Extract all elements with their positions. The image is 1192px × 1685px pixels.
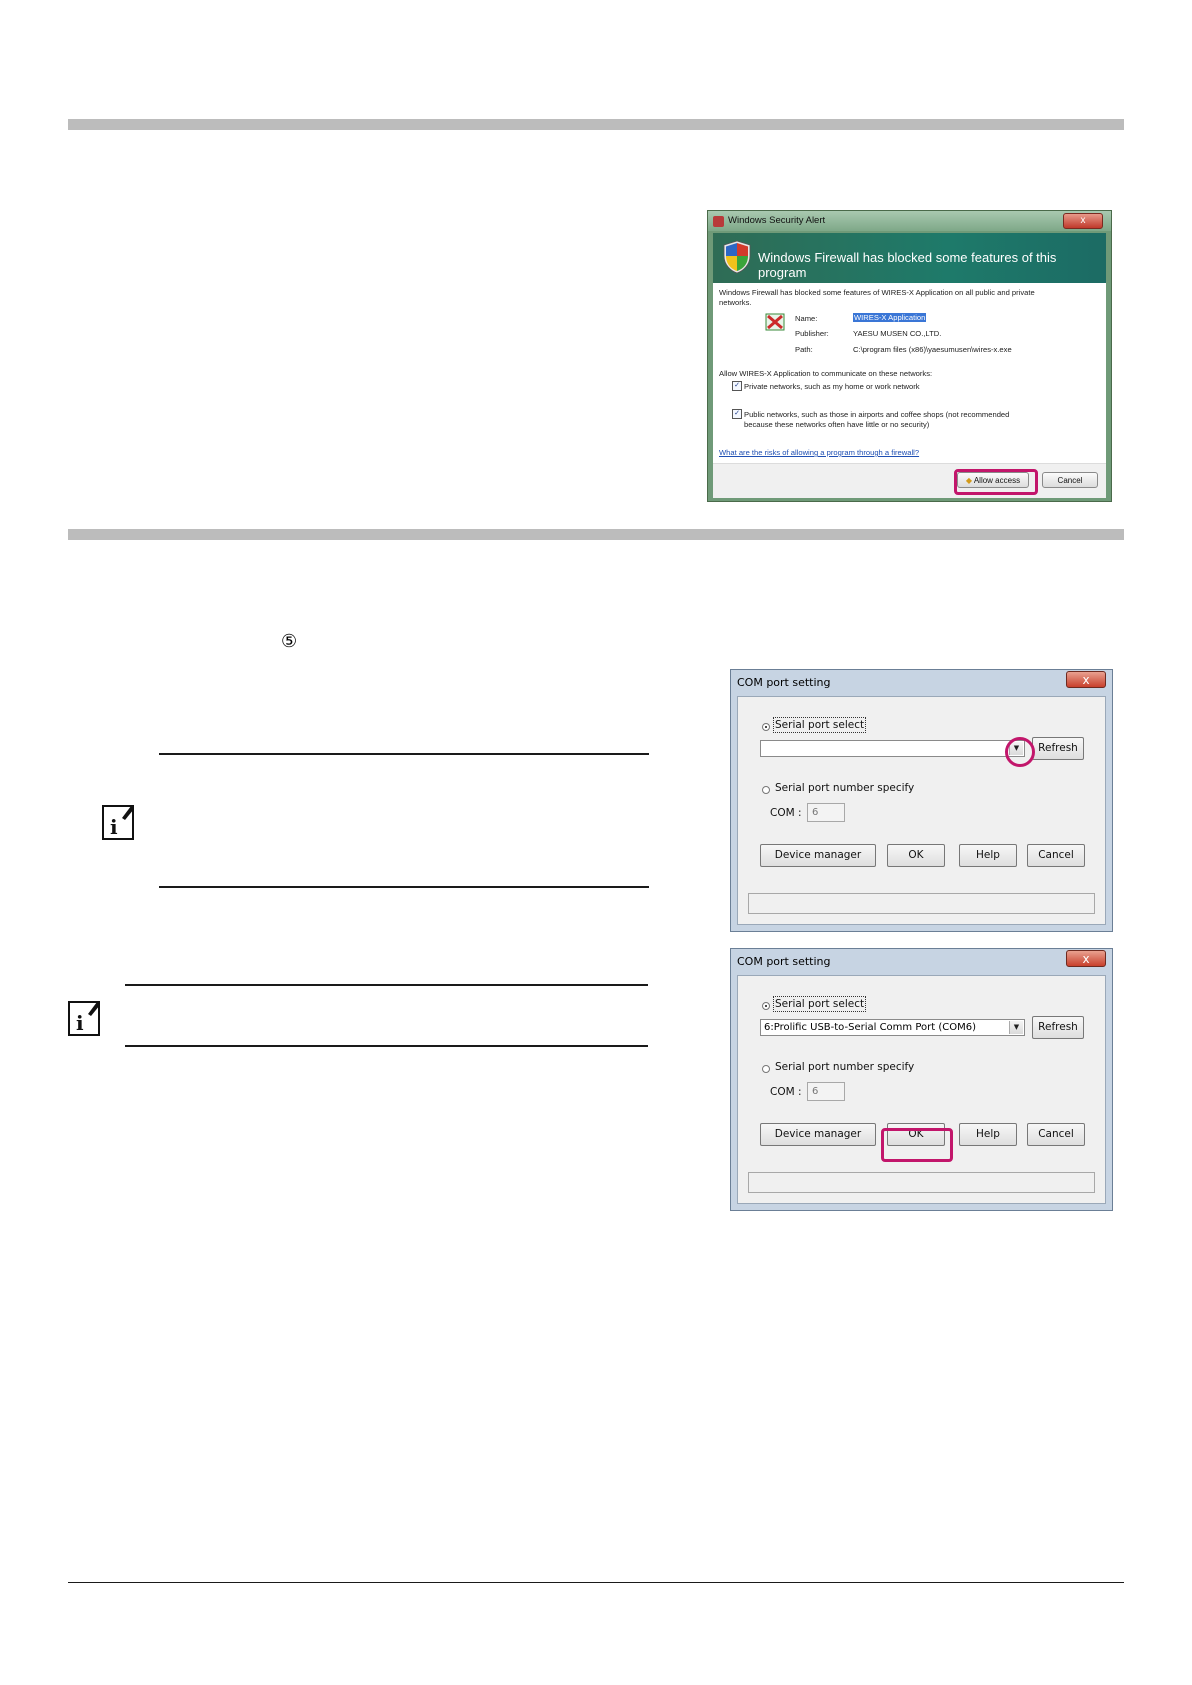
com-label: COM :: [770, 1086, 802, 1098]
window-title: Windows Security Alert: [728, 215, 826, 226]
status-bar: [748, 893, 1095, 914]
note-rule-top: [159, 753, 649, 755]
wires-x-app-icon: [765, 313, 785, 331]
public-network-label-1: Public networks, such as those in airports and coffee shops (not recommended: [744, 410, 1010, 419]
cancel-button[interactable]: Cancel: [1027, 844, 1085, 867]
serial-port-select-radio[interactable]: [762, 1002, 770, 1010]
path-value: C:\program files (x86)\yaesumusen\wires-x.exe: [853, 345, 1012, 354]
dropdown-arrow-icon[interactable]: ▼: [1009, 742, 1023, 755]
title-bar: [708, 211, 1111, 231]
device-manager-button[interactable]: Device manager: [760, 1123, 876, 1146]
uac-shield-icon: ◆: [965, 476, 973, 485]
com-label: COM :: [770, 807, 802, 819]
dialog-body: [737, 975, 1106, 1204]
path-label: Path:: [795, 345, 813, 354]
firewall-risk-link[interactable]: What are the risks of allowing a program through a firewall?: [719, 448, 920, 457]
close-button[interactable]: x: [1063, 213, 1103, 229]
serial-port-select-radio[interactable]: [762, 723, 770, 731]
allow-access-highlight: [954, 469, 1038, 495]
serial-port-combo[interactable]: [760, 1019, 1025, 1036]
dialog-body: [737, 696, 1106, 925]
name-label: Name:: [795, 314, 818, 323]
alert-heading: Windows Firewall has blocked some features of this program: [758, 250, 1057, 280]
serial-port-number-label: Serial port number specify: [775, 1061, 915, 1073]
info-note-icon: [102, 801, 134, 840]
help-button[interactable]: Help: [959, 1123, 1017, 1146]
note-rule-bottom: [159, 886, 649, 888]
info-note-icon: [68, 997, 100, 1036]
app-icon: [713, 216, 724, 227]
refresh-button[interactable]: Refresh: [1032, 1016, 1084, 1039]
status-bar: [748, 1172, 1095, 1193]
serial-port-combo[interactable]: [760, 740, 1025, 757]
publisher-value: YAESU MUSEN CO.,LTD.: [853, 329, 942, 338]
serial-port-number-radio[interactable]: [762, 786, 770, 794]
note2-rule-top: [125, 984, 648, 986]
step-marker: ⑤: [281, 631, 298, 652]
serial-port-select-label: Serial port select: [775, 998, 865, 1010]
allow-access-label: Allow access: [973, 476, 1021, 485]
close-button[interactable]: x: [1066, 950, 1106, 967]
dialog-title: COM port setting: [737, 955, 831, 968]
private-network-checkbox[interactable]: ✓: [732, 381, 742, 391]
dropdown-arrow-icon[interactable]: ▼: [1009, 1021, 1023, 1034]
serial-port-select-label: Serial port select: [775, 719, 865, 731]
close-button[interactable]: x: [1066, 671, 1106, 688]
combo-value: 6:Prolific USB-to-Serial Comm Port (COM6): [764, 1022, 976, 1033]
dialog-title: COM port setting: [737, 676, 831, 689]
ok-button[interactable]: OK: [887, 844, 945, 867]
name-value: WIRES-X Application: [854, 313, 926, 322]
serial-port-number-label: Serial port number specify: [775, 782, 915, 794]
footer-rule: [68, 1582, 1124, 1583]
serial-port-number-radio[interactable]: [762, 1065, 770, 1073]
section-divider-2: [68, 529, 1124, 540]
device-manager-button[interactable]: Device manager: [760, 844, 876, 867]
alert-header: [713, 233, 1106, 283]
public-network-label-2: because these networks often have little or no security): [744, 420, 930, 429]
ok-highlight: [881, 1128, 953, 1162]
note2-rule-bottom: [125, 1045, 648, 1047]
public-network-checkbox[interactable]: ✓: [732, 409, 742, 419]
ok-button[interactable]: OK: [887, 1123, 945, 1146]
section-divider-1: [68, 119, 1124, 130]
com-port-dialog-1: [730, 669, 1113, 932]
cancel-button[interactable]: Cancel: [1027, 1123, 1085, 1146]
com-number-field[interactable]: 6: [807, 1082, 845, 1101]
firewall-alert-dialog: [707, 210, 1112, 502]
com-port-dialog-2: [730, 948, 1113, 1211]
allow-prompt: Allow WIRES-X Application to communicate on these networks:: [719, 369, 933, 378]
alert-intro: Windows Firewall has blocked some features of WIRES-X Application on all public and private networks.: [719, 288, 1035, 307]
shield-icon: [723, 240, 751, 274]
help-button[interactable]: Help: [959, 844, 1017, 867]
private-network-label: Private networks, such as my home or work network: [744, 382, 920, 391]
com-number-field[interactable]: 6: [807, 803, 845, 822]
refresh-button[interactable]: Refresh: [1032, 737, 1084, 760]
alert-footer: [713, 463, 1106, 498]
alert-body: [713, 283, 1106, 463]
publisher-label: Publisher:: [795, 329, 829, 338]
svg-text:i: i: [76, 1011, 84, 1035]
cancel-button[interactable]: Cancel: [1042, 472, 1098, 488]
dropdown-highlight: [1005, 737, 1035, 767]
svg-text:i: i: [110, 815, 118, 839]
